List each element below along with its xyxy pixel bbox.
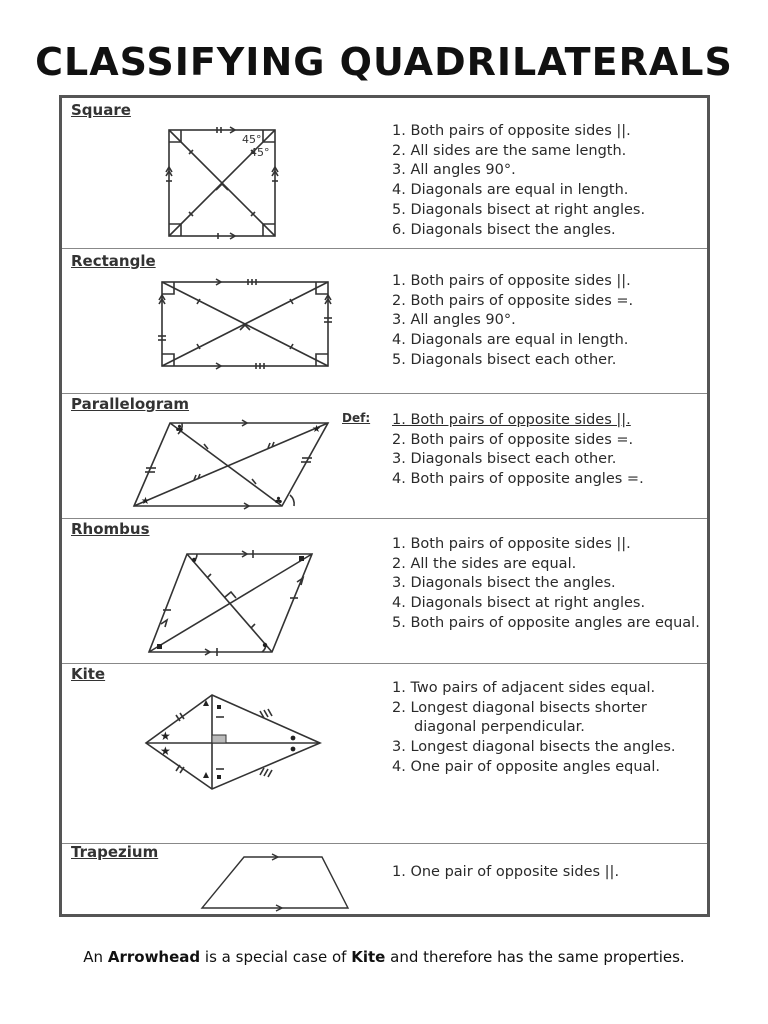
square-marker	[217, 705, 221, 709]
property-item: 3. Longest diagonal bisects the angles.	[392, 739, 676, 756]
property-item: 1. Both pairs of opposite sides ||.	[392, 412, 631, 428]
property-item: 5. Diagonals bisect each other.	[392, 351, 617, 368]
kite-heading: Kite	[71, 665, 106, 683]
rectangle-properties	[392, 272, 633, 371]
rhombus-figure	[147, 548, 322, 662]
trapezium-figure	[200, 854, 350, 916]
square-properties	[392, 122, 645, 240]
trapezium-properties	[392, 863, 619, 883]
square-marker	[299, 556, 304, 561]
quadrilateral-table	[59, 95, 710, 917]
trapezium-diagram	[200, 854, 350, 912]
angle-label-45-bottom: 45°	[250, 146, 270, 159]
rectangle-diagram	[152, 274, 342, 374]
trapezium-row	[62, 843, 707, 914]
rhombus-row	[62, 518, 707, 664]
footer-middle: is a special case of	[204, 948, 347, 966]
footer-suffix: and therefore has the same properties.	[390, 948, 685, 966]
rectangle-figure	[152, 274, 342, 378]
dot-marker	[263, 643, 267, 647]
square-heading: Square	[71, 101, 131, 119]
star-icon: ★	[160, 744, 171, 758]
property-item: 4. Diagonals bisect at right angles.	[392, 595, 646, 612]
club-icon: ♣	[175, 424, 184, 435]
square-diagram	[162, 123, 292, 243]
parallelogram-heading: Parallelogram	[71, 395, 190, 413]
property-item: 1. Both pairs of opposite sides ||.	[392, 273, 631, 289]
kite-figure	[142, 693, 327, 797]
rhombus-heading: Rhombus	[71, 520, 150, 538]
parallelogram-diagram	[132, 418, 332, 510]
parallelogram-properties	[392, 411, 644, 490]
dot-marker	[291, 747, 296, 752]
kite-diagram	[142, 693, 327, 793]
property-item: 2. All sides are the same length.	[392, 142, 627, 159]
property-item: 4. Diagonals are equal in length.	[392, 332, 629, 349]
property-item: 3. Diagonals bisect the angles.	[392, 575, 616, 592]
footer-kite: Kite	[351, 948, 386, 966]
star-icon: ★	[141, 496, 150, 507]
rectangle-heading: Rectangle	[71, 252, 156, 270]
club-icon: ♣	[274, 496, 283, 507]
property-item: 1. Both pairs of opposite sides ||.	[392, 123, 631, 139]
property-item: 5. Both pairs of opposite angles are equal.	[392, 614, 700, 631]
property-item: 2. Longest diagonal bisects shorter diagonal perpendicular.	[392, 699, 647, 736]
page-title: CLASSIFYING QUADRILATERALS	[35, 40, 733, 84]
triangle-marker	[203, 772, 209, 778]
property-item: 6. Diagonals bisect the angles.	[392, 221, 616, 238]
definition-label: Def:	[342, 411, 371, 425]
property-item: 3. All angles 90°.	[392, 162, 516, 179]
property-item: 1. Both pairs of opposite sides ||.	[392, 536, 631, 552]
property-item: 4. One pair of opposite angles equal.	[392, 758, 661, 775]
square-row	[62, 98, 707, 249]
right-angle-marker	[212, 735, 226, 743]
property-item: 2. Both pairs of opposite sides =.	[392, 292, 634, 309]
rhombus-diagram	[147, 548, 322, 658]
dot-marker	[192, 558, 196, 562]
rhombus-properties	[392, 535, 700, 634]
angle-label-45-top: 45°	[242, 133, 262, 146]
kite-row	[62, 663, 707, 844]
property-item: 4. Diagonals are equal in length.	[392, 182, 629, 199]
footer-arrowhead: Arrowhead	[107, 948, 201, 966]
property-item: 3. Diagonals bisect each other.	[392, 451, 617, 468]
property-item: 2. Both pairs of opposite sides =.	[392, 431, 634, 448]
parallelogram-row	[62, 393, 707, 519]
square-figure	[162, 123, 292, 247]
square-marker	[217, 775, 221, 779]
rectangle-row	[62, 248, 707, 394]
trapezium-heading: Trapezium	[71, 843, 159, 861]
star-icon: ★	[160, 729, 171, 743]
property-item: 5. Diagonals bisect at right angles.	[392, 201, 646, 218]
property-item: 1. Two pairs of adjacent sides equal.	[392, 680, 656, 696]
parallelogram-figure	[132, 418, 332, 514]
dot-marker	[291, 736, 296, 741]
footer-note	[0, 948, 768, 966]
star-icon: ★	[312, 424, 321, 435]
property-item: 1. One pair of opposite sides ||.	[392, 864, 620, 880]
footer-prefix: An	[83, 948, 104, 966]
square-marker	[157, 644, 162, 649]
property-item: 2. All the sides are equal.	[392, 555, 577, 572]
property-item: 3. All angles 90°.	[392, 312, 516, 329]
kite-properties	[392, 679, 698, 778]
property-item: 4. Both pairs of opposite angles =.	[392, 471, 644, 488]
